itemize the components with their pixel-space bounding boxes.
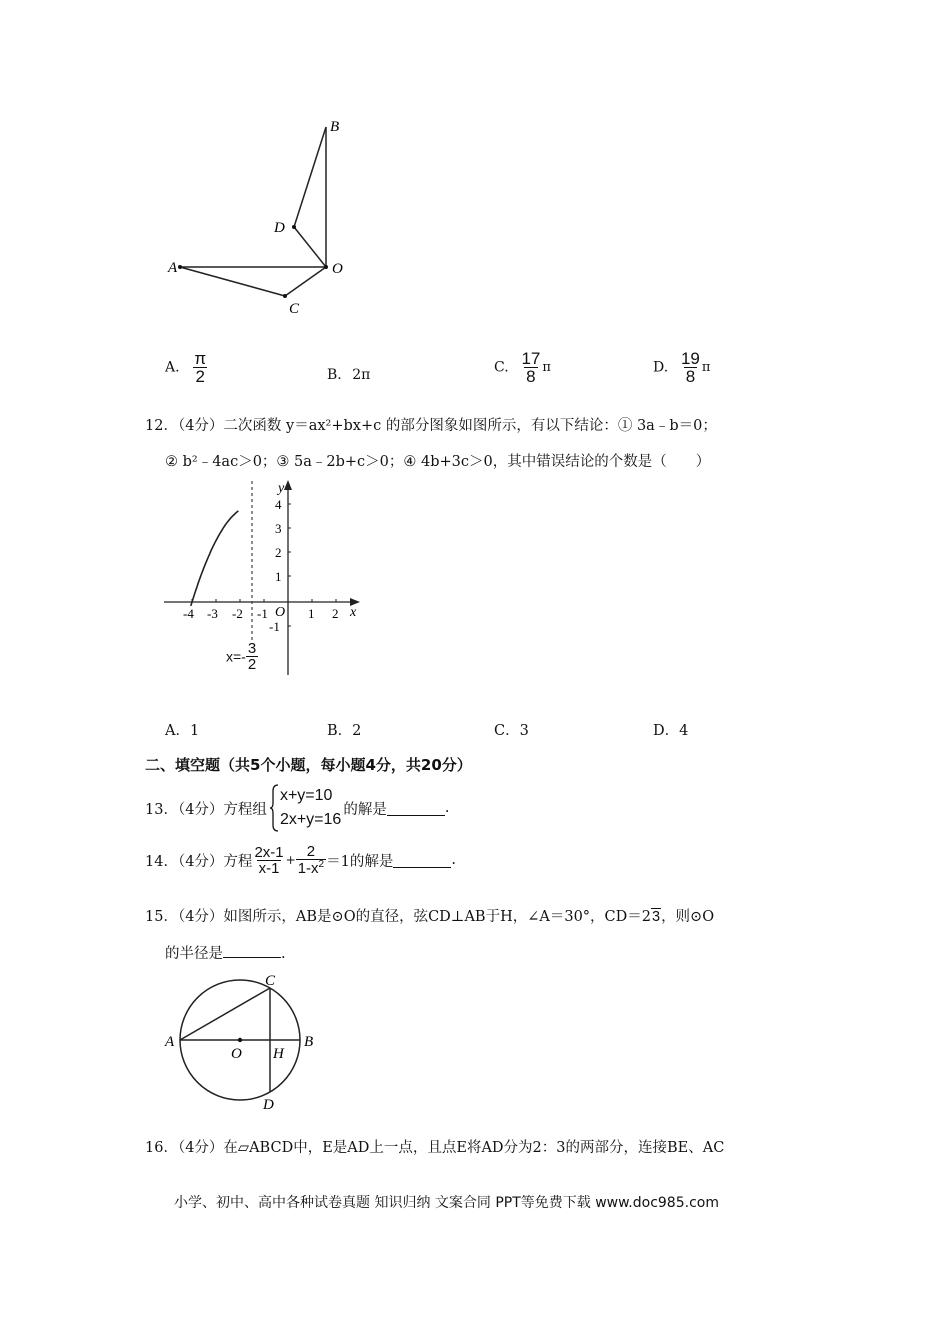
q13-eq2: 2x+y=16 xyxy=(279,811,342,828)
circle-label-d: D xyxy=(263,1097,274,1113)
y-tick--1: -1 xyxy=(269,619,280,634)
circle-label-a: A xyxy=(165,1034,175,1050)
q15-line2: 的半径是 . xyxy=(165,942,286,963)
circle-label-o: O xyxy=(231,1046,242,1062)
footer: 小学、初中、高中各种试卷真题 知识归纳 文案合同 PPT等免费下载 www.doc985.com xyxy=(174,1195,719,1211)
x-tick-1: 1 xyxy=(308,606,315,621)
q14: 14．（4分）方程 $\frac{2x-1}{x-1}$ + $\frac{2}{1-x^2}$ ＝1的解是 . xyxy=(145,843,456,877)
parabola-chart xyxy=(160,475,370,685)
q12-option-d: D．4 xyxy=(653,723,689,739)
parabola-curve xyxy=(191,511,239,606)
brace-icon xyxy=(269,783,279,833)
quadrilateral-figure xyxy=(160,110,360,320)
q12-line2: ② b²﹣4ac＞0；③ 5a﹣2b+c＞0；④ 4b+3c＞0，其中错误结论的个数是（ ） xyxy=(165,454,711,470)
circle-figure xyxy=(160,968,330,1118)
x-tick-2: 2 xyxy=(332,606,339,621)
origin-label: O xyxy=(275,605,286,620)
q12-option-b: B．2 xyxy=(327,723,362,739)
y-axis-label: y xyxy=(278,481,285,496)
y-tick-4: 4 xyxy=(275,497,282,512)
x-tick--2: -2 xyxy=(232,606,243,621)
circle-label-b: B xyxy=(304,1034,314,1050)
label-d: D xyxy=(274,220,285,236)
x-tick--4: -4 xyxy=(183,606,194,621)
q11-option-d: D. $\frac{19}{8}$ π xyxy=(653,349,711,386)
q12-line1: 12．（4分）二次函数 y＝ax²+bx+c 的部分图象如图所示，有以下结论：① 3a﹣b＝0； xyxy=(145,418,717,434)
y-tick-1: 1 xyxy=(275,569,282,584)
x-tick--3: -3 xyxy=(207,606,218,621)
y-tick-2: 2 xyxy=(275,545,282,560)
q12-option-a: A．1 xyxy=(165,723,200,739)
x-axis-label: x xyxy=(350,605,357,620)
q16: 16．（4分）在▱ABCD中，E是AD上一点，且点E将AD分为2：3的两部分，连接BE、AC xyxy=(145,1140,725,1156)
label-b: B xyxy=(330,119,340,135)
q13: 13．（4分）方程组 x+y=10 2x+y=16 的解是 . xyxy=(145,783,449,833)
label-o: O xyxy=(332,261,343,277)
q13-eq1: x+y=10 xyxy=(279,787,333,804)
section-heading: 二、填空题（共5个小题，每小题4分，共20分） xyxy=(145,756,472,774)
symmetry-axis-label: x=- $\frac{3}{2}$ xyxy=(226,640,257,673)
y-tick-3: 3 xyxy=(275,521,282,536)
q11-option-c: C. $\frac{17}{8}$ π xyxy=(494,349,551,386)
q11-option-b: B. 2π xyxy=(327,367,371,383)
q15-line1: 15．（4分）如图所示，AB是⊙O的直径，弦CD⊥AB于H，∠A＝30°，CD＝23，则⊙O xyxy=(145,909,715,925)
x-tick--1: -1 xyxy=(257,606,268,621)
circle-label-c: C xyxy=(265,973,276,989)
circle-label-h: H xyxy=(273,1046,284,1062)
q12-option-c: C．3 xyxy=(494,723,529,739)
label-c: C xyxy=(289,301,300,317)
label-a: A xyxy=(168,260,178,276)
q11-option-a: A. $\frac{\pi}{2}$ xyxy=(165,349,207,386)
